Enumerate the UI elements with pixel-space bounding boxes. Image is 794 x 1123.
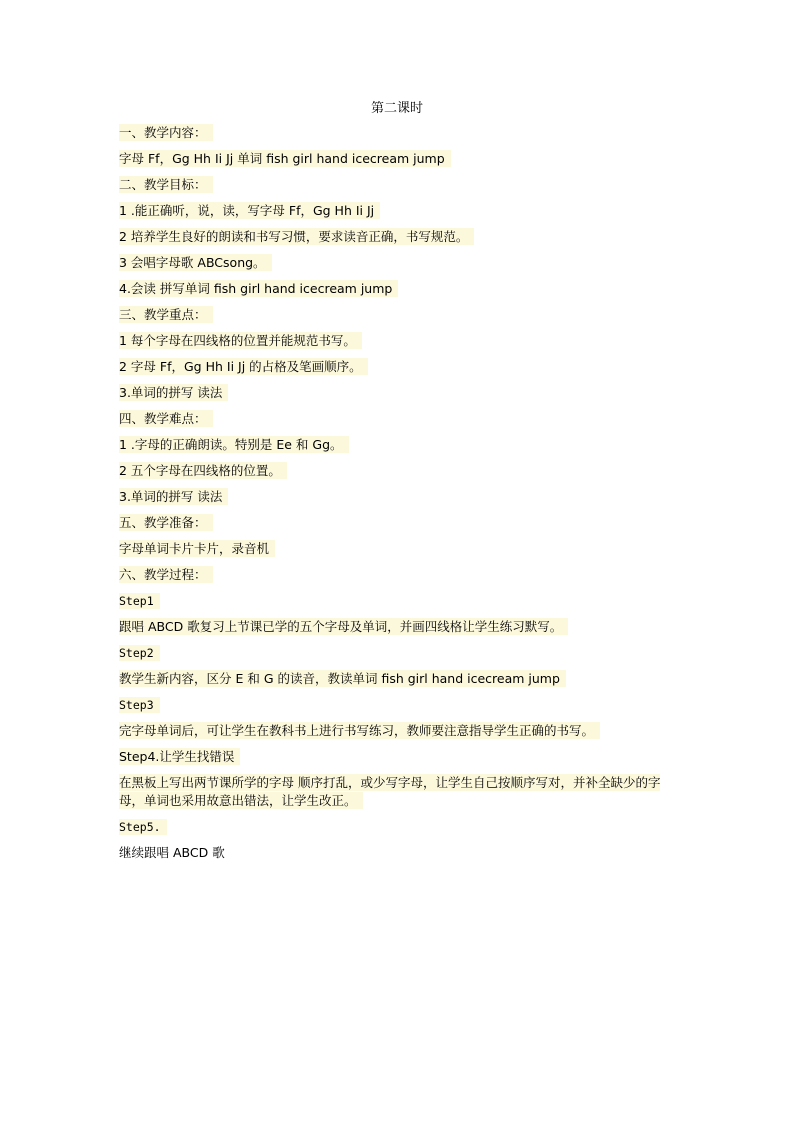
- content-line: 字母 Ff，Gg Hh Ii Jj 单词 fish girl hand icecream jump: [119, 150, 679, 168]
- step-1-label: Step1: [119, 592, 679, 610]
- section-heading-objectives: 二、教学目标：: [119, 176, 679, 194]
- preparation-line: 字母单词卡片卡片，录音机: [119, 540, 679, 558]
- step-3-text: 完字母单词后，可让学生在教科书上进行书写练习，教师要注意指导学生正确的书写。: [119, 722, 679, 740]
- section-heading-preparation: 五、教学准备：: [119, 514, 679, 532]
- section-heading-difficulties: 四、教学难点：: [119, 410, 679, 428]
- section-heading-key-points: 三、教学重点：: [119, 306, 679, 324]
- step-1-text: 跟唱 ABCD 歌复习上节课已学的五个字母及单词，并画四线格让学生练习默写。: [119, 618, 679, 636]
- key-point-2: 2 字母 Ff，Gg Hh Ii Jj 的占格及笔画顺序。: [119, 358, 679, 376]
- step-4-label: Step4.让学生找错误: [119, 748, 679, 766]
- document-body: [119, 124, 679, 870]
- key-point-3: 3.单词的拼写 读法: [119, 384, 679, 402]
- difficulty-2: 2 五个字母在四线格的位置。: [119, 462, 679, 480]
- step-4-text: 在黑板上写出两节课所学的字母 顺序打乱，或少写字母，让学生自己按顺序写对，并补全缺少的字母，单词也采用故意出错法，让学生改正。: [119, 775, 661, 808]
- step-3-label: Step3: [119, 696, 679, 714]
- objective-4: 4.会读 拼写单词 fish girl hand icecream jump: [119, 280, 679, 298]
- step-2-label: Step2: [119, 644, 679, 662]
- document-title: 第二课时: [370, 101, 423, 116]
- difficulty-1: 1 .字母的正确朗读。特别是 Ee 和 Gg。: [119, 436, 679, 454]
- difficulty-3: 3.单词的拼写 读法: [119, 488, 679, 506]
- step-5-text: 继续跟唱 ABCD 歌: [119, 845, 225, 860]
- key-point-1: 1 每个字母在四线格的位置并能规范书写。: [119, 332, 679, 350]
- step-5-label: Step5.: [119, 818, 679, 836]
- objective-3: 3 会唱字母歌 ABCsong。: [119, 254, 679, 272]
- step-2-text: 教学生新内容，区分 E 和 G 的读音，教读单词 fish girl hand icecream jump: [119, 670, 679, 688]
- section-heading-content: 一、教学内容：: [119, 124, 679, 142]
- section-heading-process: 六、教学过程：: [119, 566, 679, 584]
- objective-2: 2 培养学生良好的朗读和书写习惯，要求读音正确，书写规范。: [119, 228, 679, 246]
- objective-1: 1 .能正确听，说，读，写字母 Ff，Gg Hh Ii Jj: [119, 202, 679, 220]
